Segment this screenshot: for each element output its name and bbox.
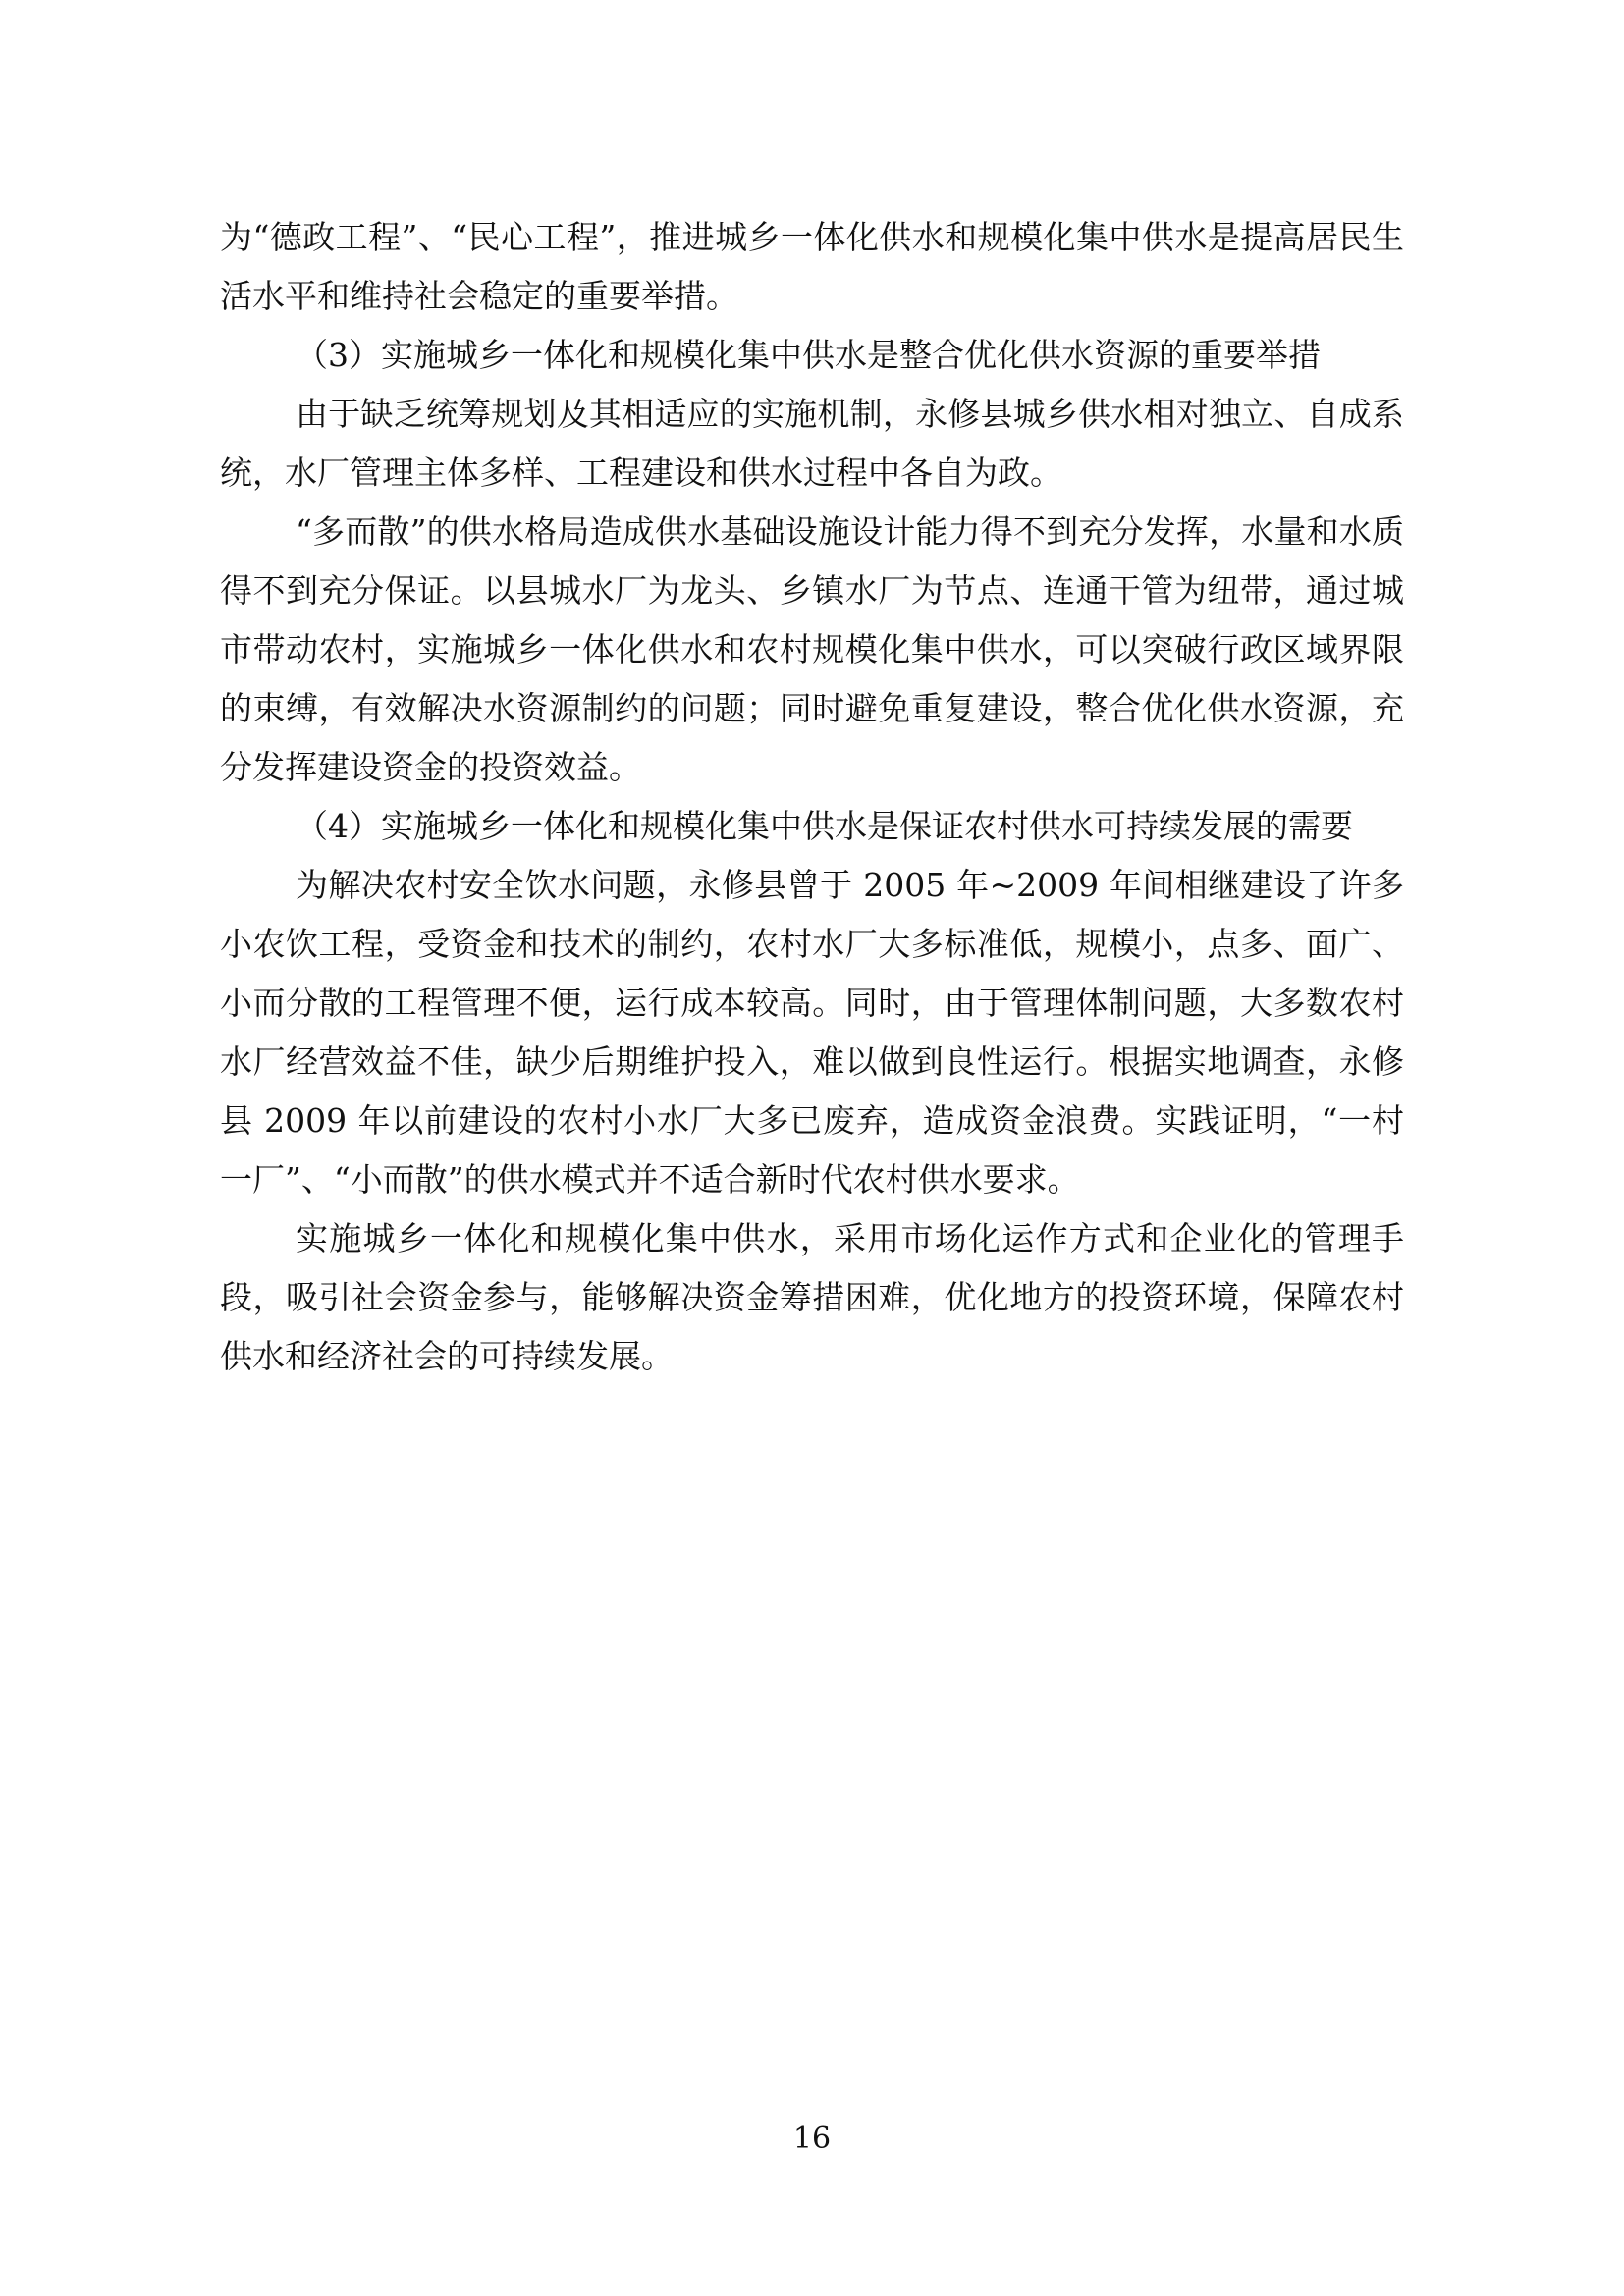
paragraph: 由于缺乏统筹规划及其相适应的实施机制，永修县城乡供水相对独立、自成系统，水厂管理主体多样、工程建设和供水过程中各自为政。 [220, 395, 1404, 492]
section-heading-3: （3）实施城乡一体化和规模化集中供水是整合优化供水资源的重要举措 [296, 336, 1321, 374]
document-body [220, 208, 1404, 1386]
paragraph: 实施城乡一体化和规模化集中供水，采用市场化运作方式和企业化的管理手段，吸引社会资金参与，能够解决资金筹措困难，优化地方的投资环境，保障农村供水和经济社会的可持续发展。 [220, 1219, 1404, 1375]
section-heading-4: （4）实施城乡一体化和规模化集中供水是保证农村供水可持续发展的需要 [296, 807, 1353, 845]
page-number: 16 [792, 2121, 832, 2156]
paragraph: 为解决农村安全饮水问题，永修县曾于 2005 年~2009 年间相继建设了许多小农饮工程，受资金和技术的制约，农村水厂大多标准低，规模小，点多、面广、小而分散的工程管理不便，运行成本较高。同时，由于管理体制问题，大多数农村水厂经营效益不佳，缺少后期维护投入，难以做到良性运行。根据实地调查，永修县 2009 年以前建设的农村小水厂大多已废弃，造成资金浪费。实践证明，“一村一厂”、“小而散”的供水模式并不适合新时代农村供水要求。 [220, 866, 1404, 1199]
paragraph: “多而散”的供水格局造成供水基础设施设计能力得不到充分发挥，水量和水质得不到充分保证。以县城水厂为龙头、乡镇水厂为节点、连通干管为纽带，通过城市带动农村，实施城乡一体化供水和农村规模化集中供水，可以突破行政区域界限的束缚，有效解决水资源制约的问题；同时避免重复建设，整合优化供水资源，充分发挥建设资金的投资效益。 [220, 512, 1404, 786]
paragraph-continuation: 为“德政工程”、“民心工程”，推进城乡一体化供水和规模化集中供水是提高居民生活水平和维持社会稳定的重要举措。 [220, 218, 1404, 315]
